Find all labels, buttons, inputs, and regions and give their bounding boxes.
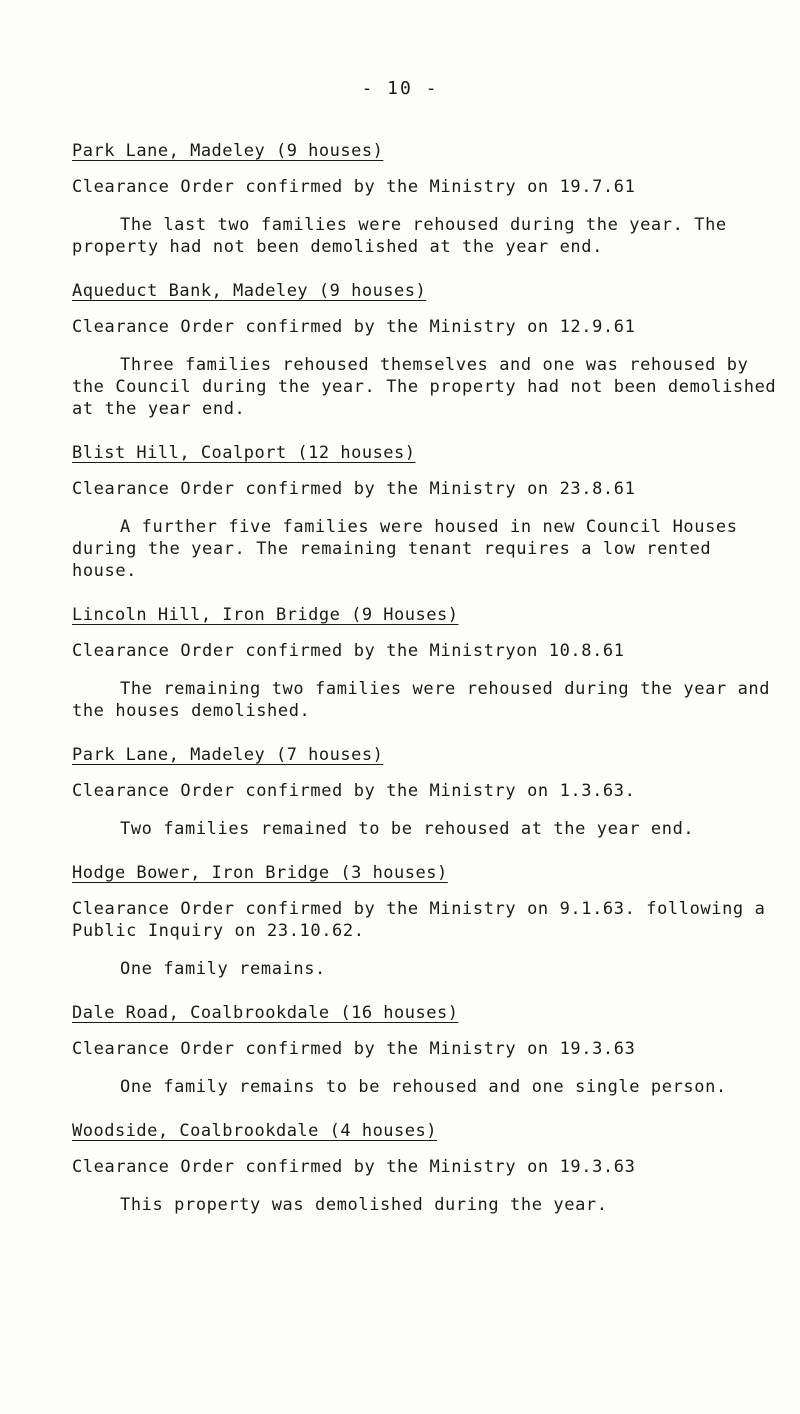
clearance-order-text: Clearance Order confirmed by the Ministryon 10.8.61 (72, 641, 625, 661)
section-heading: Dale Road, Coalbrookdale (16 houses) (72, 1003, 459, 1023)
section-note: Two families remained to be rehoused at the year end. (120, 819, 695, 839)
document-body (72, 140, 788, 1238)
clearance-order-text: Clearance Order confirmed by the Ministry on 12.9.61 (72, 317, 636, 337)
section-dale-road (72, 1002, 788, 1098)
section-heading: Aqueduct Bank, Madeley (9 houses) (72, 281, 427, 301)
clearance-order-text: Clearance Order confirmed by the Ministry on 23.8.61 (72, 479, 636, 499)
section-blist-hill (72, 442, 788, 582)
section-heading: Blist Hill, Coalport (12 houses) (72, 443, 416, 463)
section-note: One family remains. (120, 959, 326, 979)
section-note: One family remains to be rehoused and one single person. (120, 1077, 727, 1097)
clearance-order-text: Clearance Order confirmed by the Ministry on 1.3.63. (72, 781, 636, 801)
clearance-order-text: Clearance Order confirmed by the Ministry on 19.3.63 (72, 1039, 636, 1059)
section-heading: Hodge Bower, Iron Bridge (3 houses) (72, 863, 448, 883)
section-hodge-bower (72, 862, 788, 980)
section-heading: Lincoln Hill, Iron Bridge (9 Houses) (72, 605, 459, 625)
section-aqueduct-bank (72, 280, 788, 420)
clearance-order-text: Clearance Order confirmed by the Ministry on 19.7.61 (72, 177, 636, 197)
clearance-order-text: Clearance Order confirmed by the Ministry on 19.3.63 (72, 1157, 636, 1177)
section-heading: Park Lane, Madeley (9 houses) (72, 141, 384, 161)
section-note: The last two families were rehoused during the year. The property had not been demolished at the year end. (72, 215, 727, 257)
section-note: This property was demolished during the year. (120, 1195, 608, 1215)
section-note: Three families rehoused themselves and one was rehoused by the Council during the year. The property had not been demolished at the year end. (72, 355, 777, 419)
clearance-order-text: Clearance Order confirmed by the Ministry on 9.1.63. following a Public Inquiry on 23.10.62. (72, 899, 766, 941)
section-park-lane-7 (72, 744, 788, 840)
section-lincoln-hill (72, 604, 788, 722)
section-note: The remaining two families were rehoused during the year and the houses demolished. (72, 679, 771, 721)
section-woodside (72, 1120, 788, 1216)
page-number: - 10 - (361, 78, 439, 99)
section-heading: Woodside, Coalbrookdale (4 houses) (72, 1121, 437, 1141)
section-park-lane-9 (72, 140, 788, 258)
section-note: A further five families were housed in new Council Houses during the year. The remaining tenant requires a low rented house. (72, 517, 738, 581)
section-heading: Park Lane, Madeley (7 houses) (72, 745, 384, 765)
